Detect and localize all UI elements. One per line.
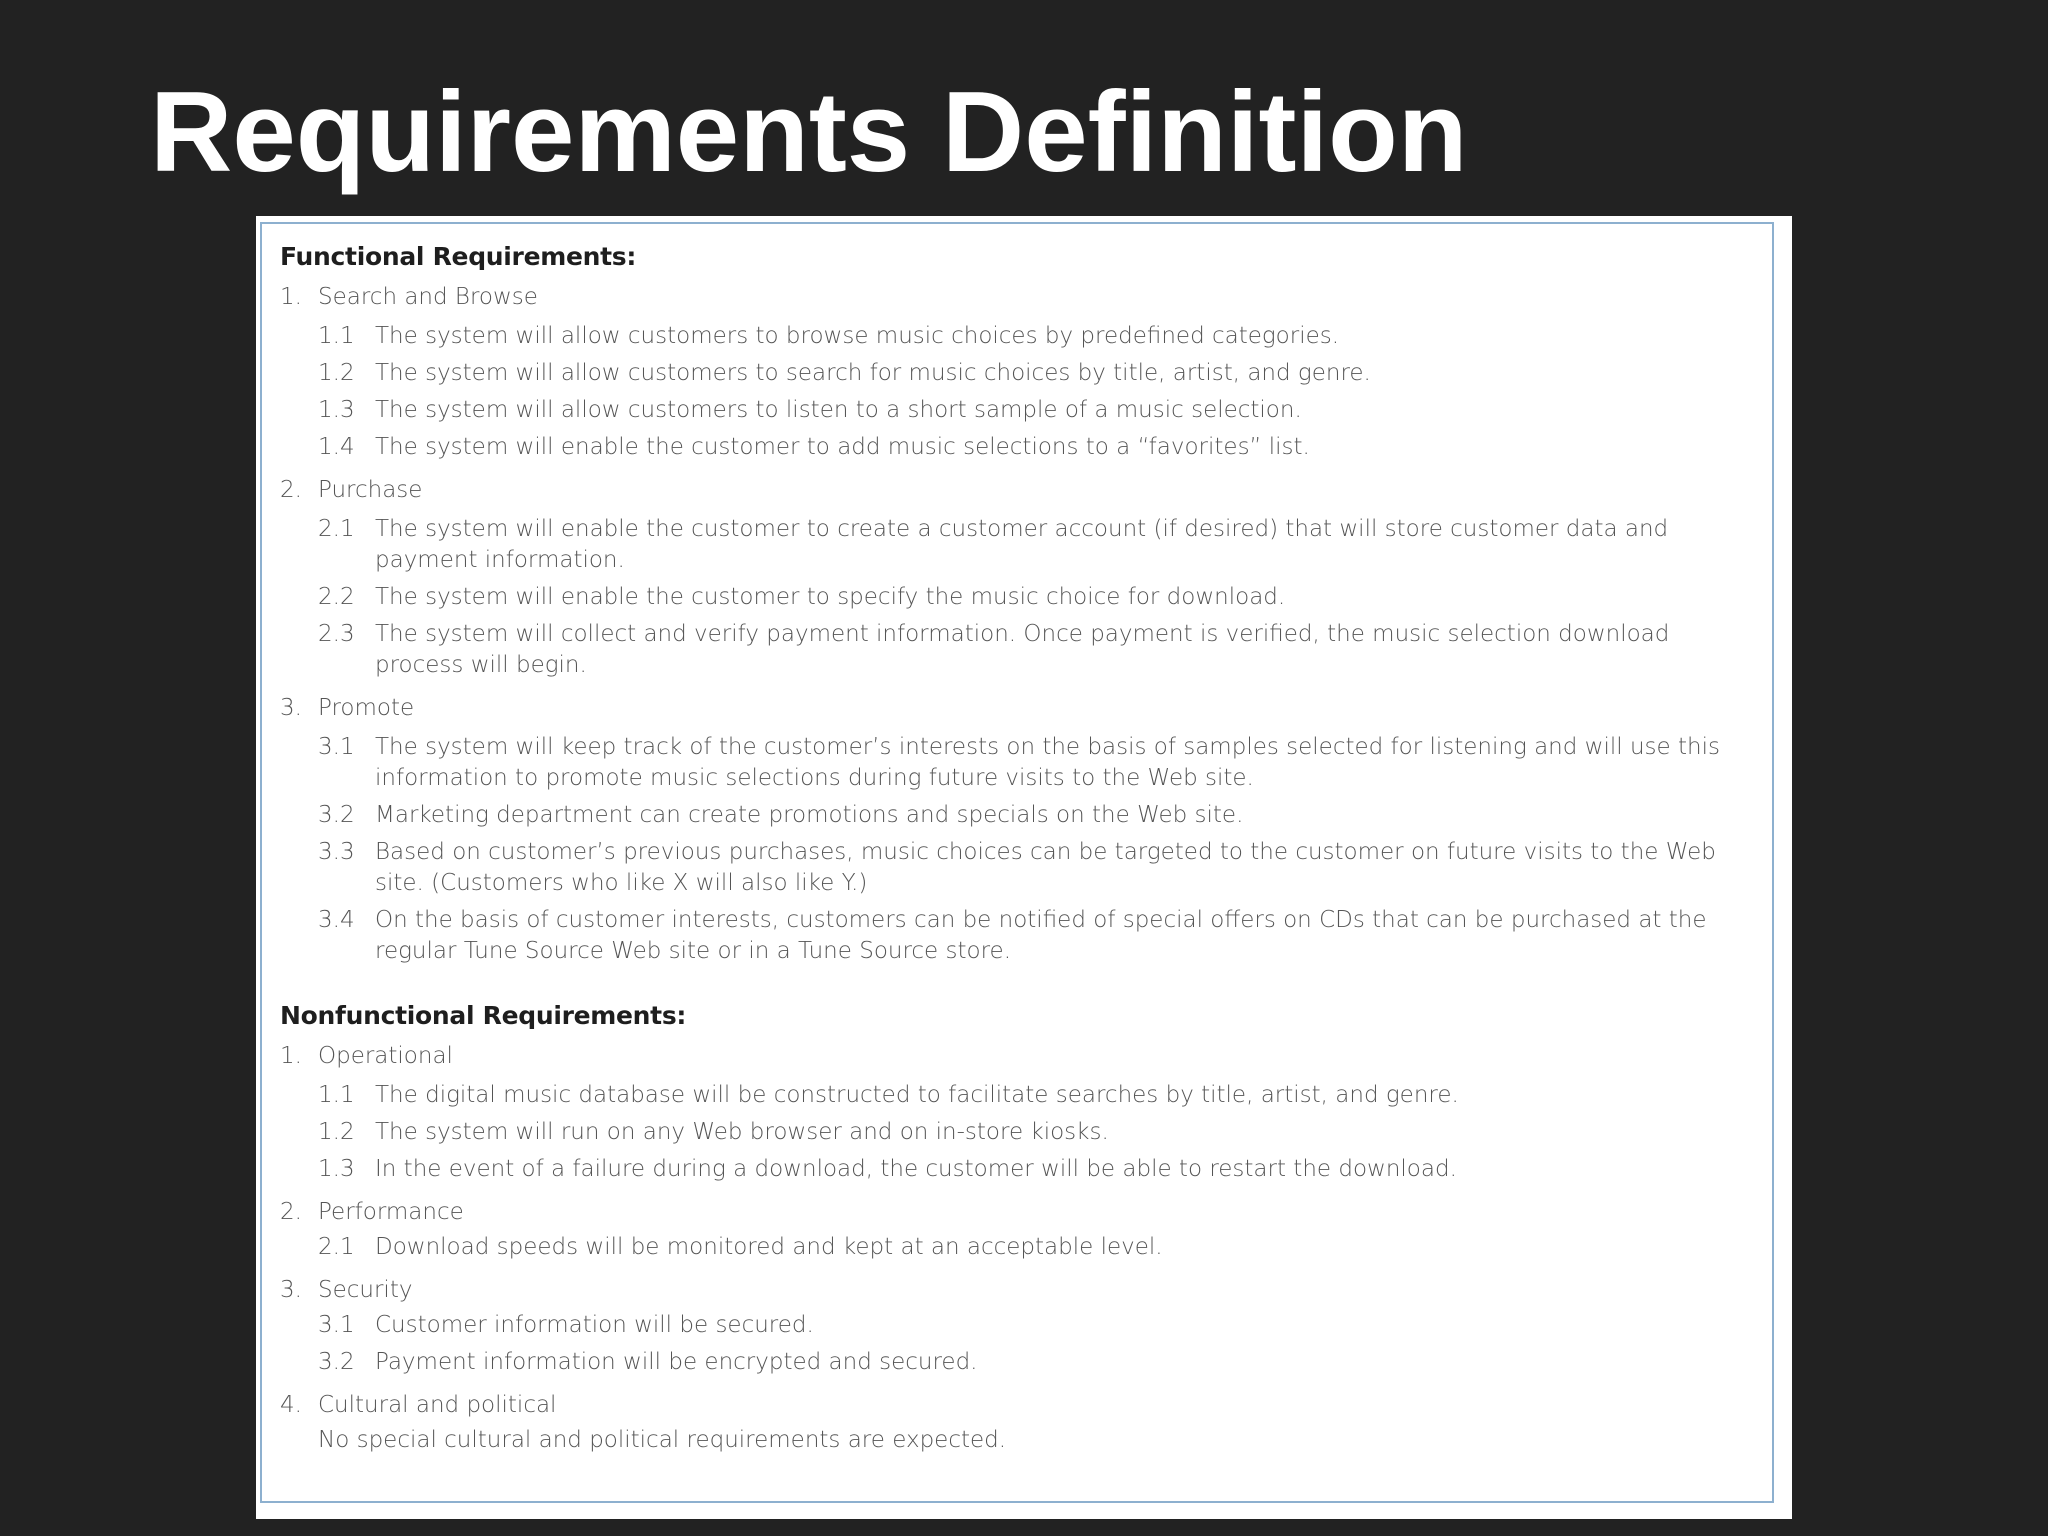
requirement-item	[318, 800, 1762, 831]
item-text: In the event of a failure during a download, the customer will be able to restart the download.	[375, 1156, 1457, 1182]
nonfunctional-requirements-heading: Nonfunctional Requirements:	[280, 1001, 687, 1030]
nonfunctional-group-performance	[280, 1197, 1762, 1263]
item-text: Customer information will be secured.	[375, 1312, 814, 1338]
requirement-item	[318, 905, 1762, 967]
item-text: The system will allow customers to listen to a short sample of a music selection.	[375, 397, 1302, 423]
item-number: 1.3	[318, 397, 355, 423]
group-label: Search and Browse	[318, 284, 538, 310]
functional-group-promote	[280, 693, 1762, 967]
item-number: 3.2	[318, 802, 355, 828]
group-number: 3.	[280, 1277, 302, 1303]
group-number: 1.	[280, 284, 302, 310]
nonfunctional-group-cultural-political	[280, 1390, 1762, 1456]
requirements-content	[280, 242, 1762, 1468]
functional-group-purchase	[280, 475, 1762, 681]
item-number: 3.4	[318, 907, 355, 933]
requirement-item	[318, 1117, 1762, 1148]
functional-requirements-heading: Functional Requirements:	[280, 242, 637, 271]
group-number: 3.	[280, 695, 302, 721]
requirement-item	[318, 358, 1762, 389]
item-text: On the basis of customer interests, customers can be notified of special offers on CDs that can be purchased at the regular Tune Source Web site or in a Tune Source store.	[375, 907, 1707, 964]
requirement-item	[318, 1080, 1762, 1111]
item-number: 1.2	[318, 1119, 355, 1145]
item-number: 3.1	[318, 734, 355, 760]
requirement-item	[318, 432, 1762, 463]
requirement-item	[318, 1232, 1762, 1263]
item-number: 1.1	[318, 1082, 355, 1108]
group-number: 4.	[280, 1392, 302, 1418]
requirement-item	[318, 732, 1762, 794]
item-text: The system will allow customers to search for music choices by title, artist, and genre.	[375, 360, 1371, 386]
item-number: 3.3	[318, 839, 355, 865]
requirement-item	[318, 321, 1762, 352]
item-number: 2.2	[318, 584, 355, 610]
requirement-item	[318, 619, 1762, 681]
requirement-item	[318, 582, 1762, 613]
requirement-item	[318, 514, 1762, 576]
requirements-figure	[256, 216, 1792, 1519]
item-text: The system will enable the customer to create a customer account (if desired) that will store customer data and payment information.	[375, 516, 1669, 573]
item-text: Based on customer’s previous purchases, music choices can be targeted to the customer on future visits to the Web site. (Customers who like X will also like Y.)	[375, 839, 1716, 896]
cultural-political-note: No special cultural and political requirements are expected.	[318, 1427, 1007, 1453]
group-label: Operational	[318, 1043, 453, 1069]
functional-group-search-browse	[280, 282, 1762, 463]
item-text: Payment information will be encrypted and secured.	[375, 1349, 978, 1375]
item-number: 2.3	[318, 621, 355, 647]
slide-title: Requirements Definition	[150, 69, 1468, 196]
item-number: 1.4	[318, 434, 355, 460]
group-number: 2.	[280, 477, 302, 503]
requirement-item	[318, 1347, 1762, 1378]
requirement-item	[318, 1310, 1762, 1341]
item-number: 2.1	[318, 516, 355, 542]
item-text: The system will enable the customer to add music selections to a “favorites” list.	[375, 434, 1310, 460]
nonfunctional-group-operational	[280, 1041, 1762, 1185]
group-label: Security	[318, 1277, 413, 1303]
group-label: Cultural and political	[318, 1392, 557, 1418]
item-text: Marketing department can create promotions and specials on the Web site.	[375, 802, 1244, 828]
group-number: 1.	[280, 1043, 302, 1069]
group-label: Purchase	[318, 477, 423, 503]
item-text: The digital music database will be constructed to facilitate searches by title, artist, and genre.	[375, 1082, 1459, 1108]
item-number: 3.2	[318, 1349, 355, 1375]
item-number: 3.1	[318, 1312, 355, 1338]
requirement-item	[318, 1154, 1762, 1185]
item-text: The system will run on any Web browser and on in-store kiosks.	[375, 1119, 1109, 1145]
item-text: The system will allow customers to browse music choices by predefined categories.	[375, 323, 1340, 349]
item-number: 1.2	[318, 360, 355, 386]
item-text: Download speeds will be monitored and kept at an acceptable level.	[375, 1234, 1163, 1260]
requirement-item	[318, 837, 1762, 899]
group-number: 2.	[280, 1199, 302, 1225]
item-number: 1.3	[318, 1156, 355, 1182]
item-number: 2.1	[318, 1234, 355, 1260]
item-text: The system will keep track of the customer’s interests on the basis of samples selected for listening and will use this information to promote music selections during future visits to the Web site.	[375, 734, 1720, 791]
item-number: 1.1	[318, 323, 355, 349]
item-text: The system will collect and verify payment information. Once payment is verified, the music selection download process will begin.	[375, 621, 1670, 678]
nonfunctional-group-security	[280, 1275, 1762, 1378]
requirement-item	[318, 395, 1762, 426]
group-label: Performance	[318, 1199, 464, 1225]
group-label: Promote	[318, 695, 415, 721]
item-text: The system will enable the customer to specify the music choice for download.	[375, 584, 1286, 610]
